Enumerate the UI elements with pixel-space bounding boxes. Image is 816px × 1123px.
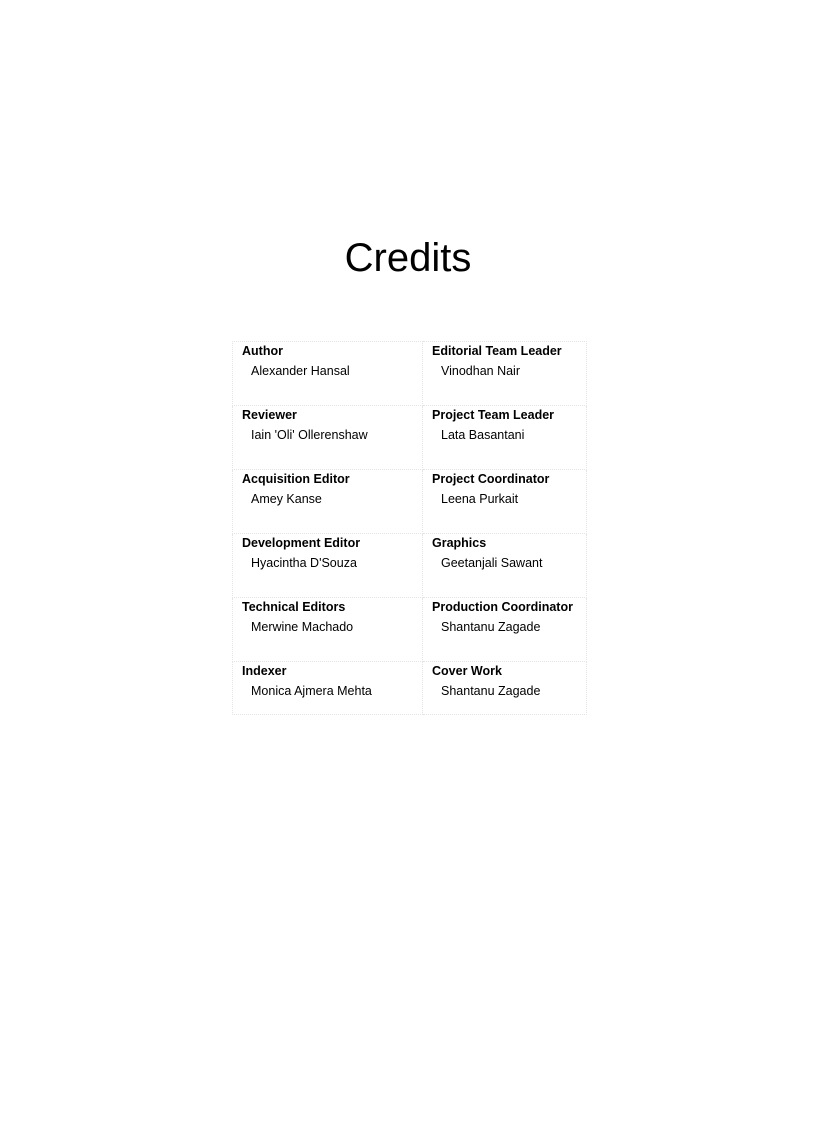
- credit-role: Cover Work: [432, 664, 502, 678]
- credit-name: Leena Purkait: [441, 492, 519, 506]
- credit-cell: [233, 662, 423, 715]
- credit-name: Iain 'Oli' Ollerenshaw: [251, 428, 368, 442]
- credit-name: Amey Kanse: [251, 492, 322, 506]
- credit-cell: [423, 406, 587, 470]
- credit-cell: [233, 406, 423, 470]
- credit-cell: [233, 534, 423, 598]
- credits-table: [232, 341, 587, 715]
- credit-name: Lata Basantani: [441, 428, 525, 442]
- credit-name: Shantanu Zagade: [441, 620, 541, 634]
- credit-cell: [233, 598, 423, 662]
- credit-cell: [423, 534, 587, 598]
- credit-name: Vinodhan Nair: [441, 364, 520, 378]
- credit-name: Alexander Hansal: [251, 364, 350, 378]
- credits-row: [233, 534, 587, 598]
- credit-role: Technical Editors: [242, 600, 346, 614]
- credits-row: [233, 342, 587, 406]
- credit-role: Indexer: [242, 664, 287, 678]
- credit-cell: [423, 598, 587, 662]
- credit-role: Project Team Leader: [432, 408, 555, 422]
- credit-name: Geetanjali Sawant: [441, 556, 543, 570]
- credits-row: [233, 470, 587, 534]
- credits-row: [233, 598, 587, 662]
- credit-role: Project Coordinator: [432, 472, 550, 486]
- credit-cell: [423, 470, 587, 534]
- credit-role: Development Editor: [242, 536, 361, 550]
- credit-name: Hyacintha D'Souza: [251, 556, 357, 570]
- credit-cell: [423, 342, 587, 406]
- credit-name: Shantanu Zagade: [441, 684, 541, 698]
- credits-row: [233, 406, 587, 470]
- page-title: Credits: [344, 236, 472, 280]
- credits-row: [233, 662, 587, 715]
- credit-role: Author: [242, 344, 283, 358]
- credit-name: Monica Ajmera Mehta: [251, 684, 372, 698]
- credit-cell: [423, 662, 587, 715]
- credit-name: Merwine Machado: [251, 620, 354, 634]
- credit-role: Editorial Team Leader: [432, 344, 562, 358]
- credit-role: Production Coordinator: [432, 600, 573, 614]
- credit-cell: [233, 342, 423, 406]
- credit-role: Graphics: [432, 536, 487, 550]
- credit-cell: [233, 470, 423, 534]
- credit-role: Reviewer: [242, 408, 297, 422]
- credit-role: Acquisition Editor: [242, 472, 350, 486]
